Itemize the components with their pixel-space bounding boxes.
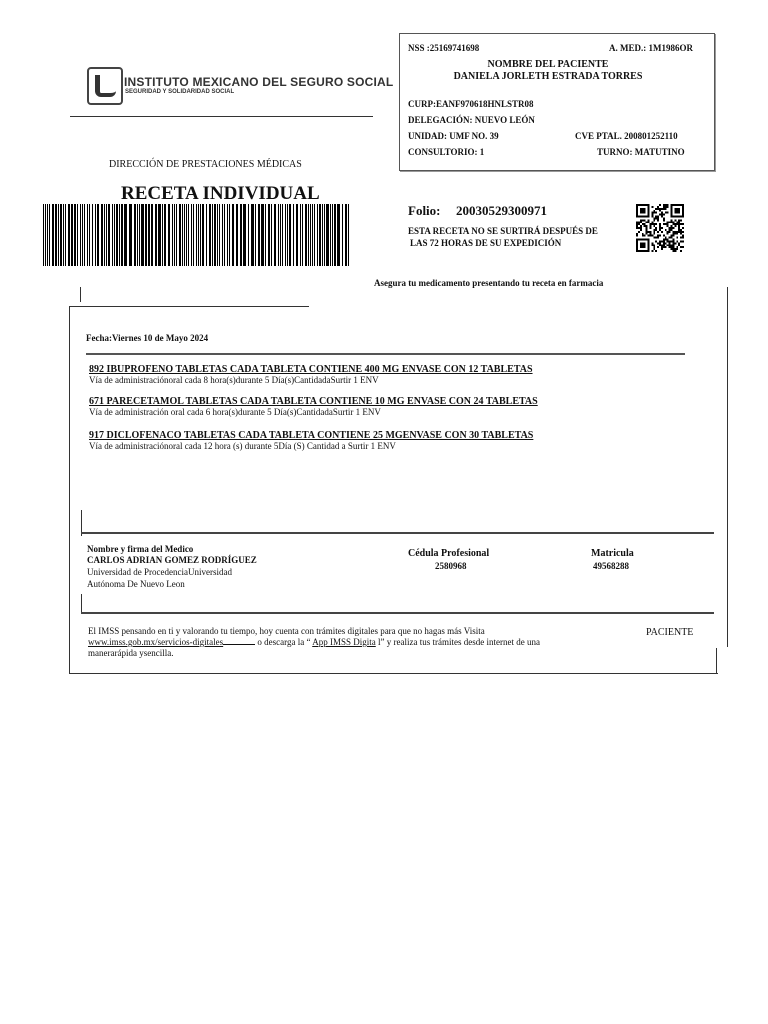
footer-text-line3: manerarápida ysencilla. [88,648,174,658]
matricula-value: 49568288 [593,561,629,571]
rx-2-drug: 671 PARECETAMOL TABLETAS CADA TABLETA CONTIENE 10 MG ENVASE CON 24 TABLETAS [89,396,538,407]
digital-services-link[interactable]: www.imss.gob.mx/servicios-digitales [88,637,224,647]
a-med: A. MED.: 1M1986OR [609,43,693,53]
footer-text-line1: El IMSS pensando en ti y valorando tu tiempo, hoy cuenta con trámites digitales para que no hagas más Visita [88,626,485,636]
copy-label: PACIENTE [646,627,694,638]
rx-2-dosage: Vía de administración oral cada 6 hora(s)durante 5 Día(s)CantidadaSurtir 1 ENV [89,407,381,417]
institution-subtitle: SEGURIDAD Y SOLIDARIDAD SOCIAL [125,89,235,95]
footer-text-after-app: l” y realiza tus trámites desde internet de una [378,637,540,647]
patient-name-label: NOMBRE DEL PACIENTE [487,59,609,70]
frame-right-lower [716,648,717,674]
frame-left [69,306,70,674]
footer-tick [81,594,82,612]
header-divider [70,116,373,117]
delegacion: DELEGACIÓN: NUEVO LEÓN [408,115,535,125]
expiry-notice-line1: ESTA RECETA NO SE SURTIRÁ DESPUÉS DE [408,226,598,236]
signature-divider [81,532,714,534]
direction-label: DIRECCIÓN DE PRESTACIONES MÉDICAS [109,159,302,170]
doctor-name: CARLOS ADRIAN GOMEZ RODRÍGUEZ [87,555,257,565]
footer-text-line2 [88,637,540,647]
folio-number: 20030529300971 [456,203,547,218]
page-title: RECETA INDIVIDUAL [121,183,320,204]
institution-name: INSTITUTO MEXICANO DEL SEGURO SOCIAL [124,75,394,89]
rx-3-dosage: Vía de administraciónoral cada 12 hora (s) durante 5Día (S) Cantidad a Surtir 1 ENV [89,441,396,451]
nss: NSS :25169741698 [408,43,480,53]
doctor-label: Nombre y firma del Medico [87,544,194,554]
frame-top-left [69,306,309,307]
prescription-date: Fecha:Viernes 10 de Mayo 2024 [86,333,209,343]
app-imss-digital-link[interactable]: App IMSS Digita [312,637,376,647]
qr-code [636,204,684,252]
folio-label: Folio: [408,203,441,218]
university-line1: Universidad de ProcedenciaUniversidad [87,567,232,577]
expiry-notice-line2: LAS 72 HORAS DE SU EXPEDICIÓN [410,238,562,248]
consultorio: CONSULTORIO: 1 [408,147,485,157]
rx-3-drug: 917 DICLOFENACO TABLETAS CADA TABLETA CONTIENE 25 MGENVASE CON 30 TABLETAS [89,430,534,441]
imss-logo-icon [87,67,123,105]
frame-tick [80,287,81,302]
rx-1-dosage: Vía de administraciónoral cada 8 hora(s)durante 5 Día(s)CantidadaSurtir 1 ENV [89,375,379,385]
matricula-label: Matricula [591,548,634,559]
curp: CURP:EANF970618HNLSTR08 [408,99,534,109]
frame-right [727,287,728,647]
barcode [43,204,351,266]
date-divider [86,353,685,355]
rx-1-drug: 892 IBUPROFENO TABLETAS CADA TABLETA CONTIENE 400 MG ENVASE CON 12 TABLETAS [89,364,533,375]
university-line2: Autónoma De Nuevo Leon [87,579,185,589]
patient-name: DANIELA JORLETH ESTRADA TORRES [453,71,643,82]
cedula-label: Cédula Profesional [408,548,490,559]
assure-notice: Asegura tu medicamento presentando tu receta en farmacia [374,278,604,288]
unidad: UNIDAD: UMF NO. 39 [408,131,499,141]
footer-divider [81,612,714,614]
footer-text-mid: o descarga la “ [257,637,311,647]
cedula-value: 2580968 [435,561,467,571]
cve-ptal: CVE PTAL. 200801252110 [575,131,678,141]
turno: TURNO: MATUTINO [597,147,685,157]
frame-bottom [69,673,718,674]
